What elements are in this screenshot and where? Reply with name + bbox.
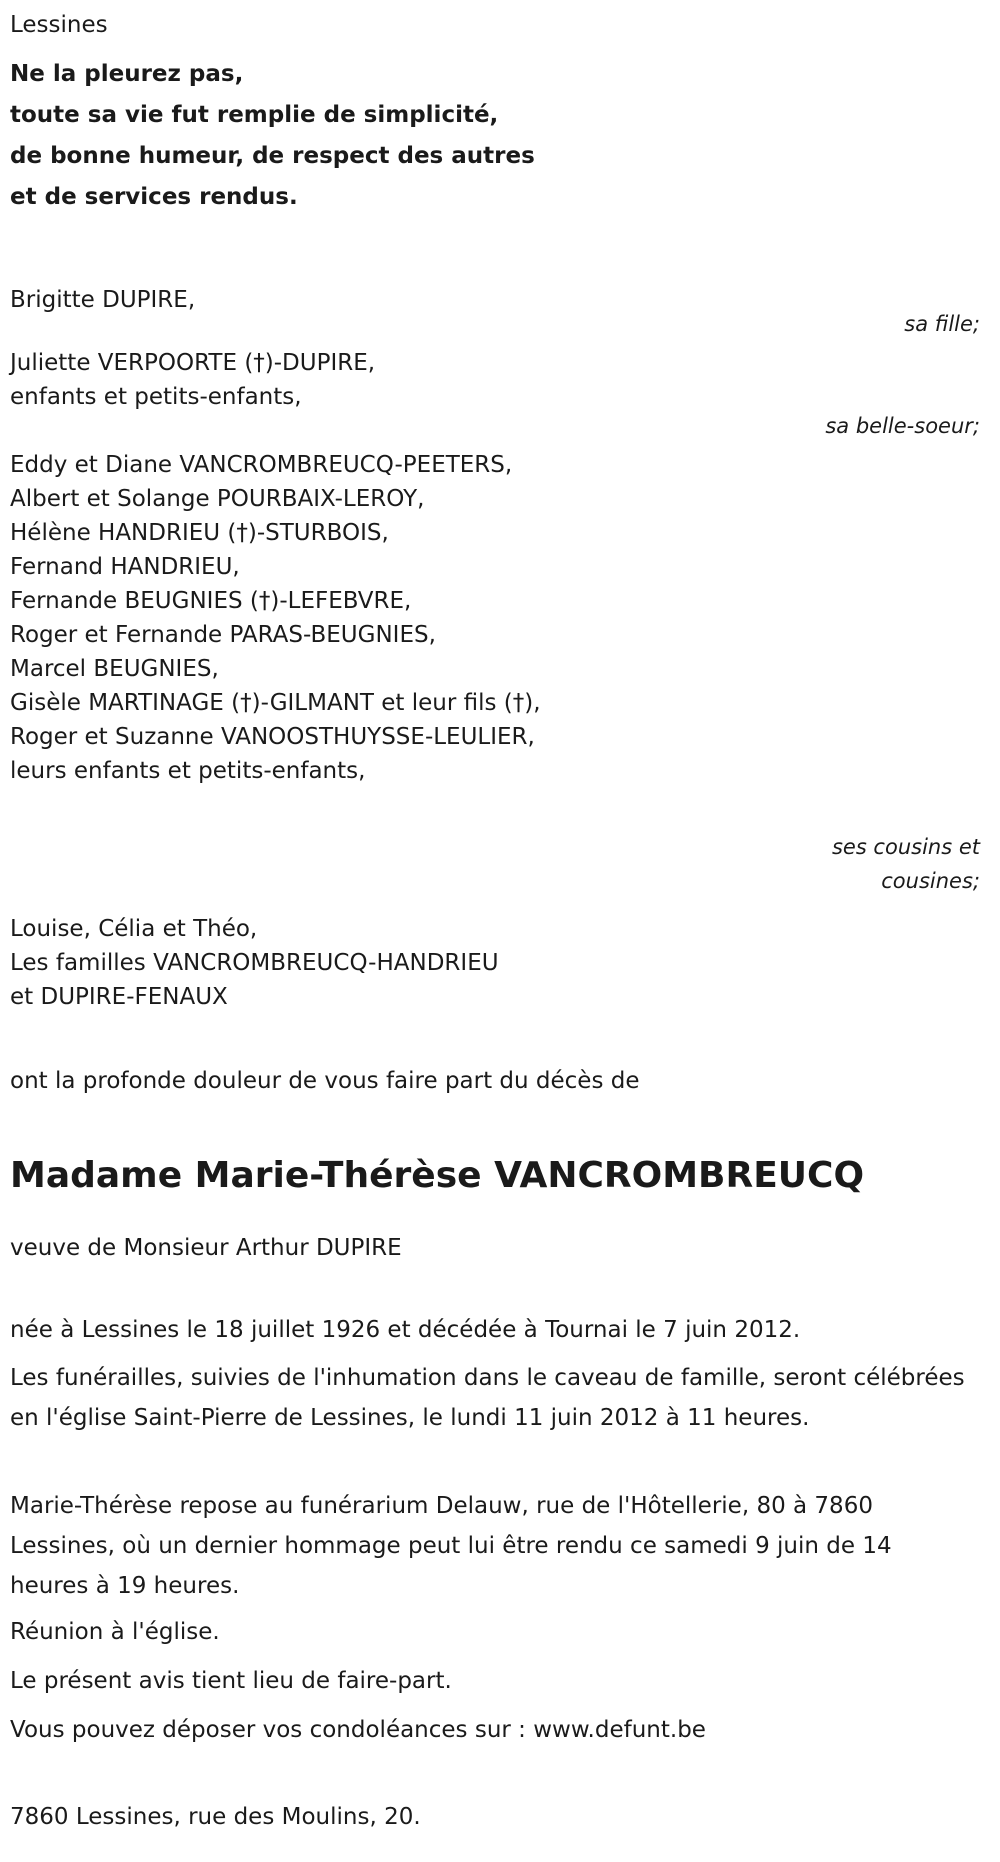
family-name-line: Fernand HANDRIEU, xyxy=(10,554,240,580)
relation-label xyxy=(832,830,980,898)
deceased-name: Madame Marie-Thérèse VANCROMBREUCQ xyxy=(10,1155,865,1196)
family-name-line: Roger et Fernande PARAS-BEUGNIES, xyxy=(10,622,436,648)
family-name-line: Marcel BEUGNIES, xyxy=(10,656,219,682)
details-paragraph: Réunion à l'église. xyxy=(10,1619,220,1645)
family-name-line: leurs enfants et petits-enfants, xyxy=(10,758,366,784)
family-group xyxy=(10,283,970,317)
details-paragraph: Le présent avis tient lieu de faire-part. xyxy=(10,1668,452,1694)
family-name-line: Gisèle MARTINAGE (†)-GILMANT et leur fils (†), xyxy=(10,690,541,716)
family-group xyxy=(10,912,970,1014)
family-group xyxy=(10,448,970,788)
family-name-line: et DUPIRE-FENAUX xyxy=(10,984,228,1010)
condolences-text: Vous pouvez déposer vos condoléances sur : www.defunt.be xyxy=(10,1717,706,1743)
family-name-line: Eddy et Diane VANCROMBREUCQ-PEETERS, xyxy=(10,452,513,478)
poem-line: et de services rendus. xyxy=(10,184,298,210)
widow-of-text: veuve de Monsieur Arthur DUPIRE xyxy=(10,1235,402,1261)
poem-line: de bonne humeur, de respect des autres xyxy=(10,143,535,169)
relation-label xyxy=(904,307,980,341)
relation-label xyxy=(825,409,980,443)
location-heading: Lessines xyxy=(10,12,108,38)
family-name-line: Juliette VERPOORTE (†)-DUPIRE, xyxy=(10,350,376,376)
announcement-text: ont la profonde douleur de vous faire part du décès de xyxy=(10,1068,640,1094)
poem-line: Ne la pleurez pas, xyxy=(10,61,244,87)
family-name-line: Albert et Solange POURBAIX-LEROY, xyxy=(10,486,425,512)
family-name-line: Roger et Suzanne VANOOSTHUYSSE-LEULIER, xyxy=(10,724,535,750)
relation-line: ses cousins et xyxy=(831,835,980,859)
family-group xyxy=(10,346,970,414)
details-paragraph: Les funérailles, suivies de l'inhumation dans le caveau de famille, seront célébrées en l'église Saint-Pierre de Lessines, le lundi 11 juin 2012 à 11 heures. xyxy=(10,1365,965,1431)
family-name-line: enfants et petits-enfants, xyxy=(10,384,302,410)
family-name-line: Les familles VANCROMBREUCQ-HANDRIEU xyxy=(10,950,499,976)
family-name-line: Hélène HANDRIEU (†)-STURBOIS, xyxy=(10,520,389,546)
details-paragraph: Marie-Thérèse repose au funérarium Delauw, rue de l'Hôtellerie, 80 à 7860 Lessines, où un dernier hommage peut lui être rendu ce samedi 9 juin de 14 heures à 19 heures. xyxy=(10,1493,892,1599)
poem-line: toute sa vie fut remplie de simplicité, xyxy=(10,102,499,128)
relation-line: sa belle-soeur; xyxy=(825,414,980,438)
relation-line: cousines; xyxy=(881,869,980,893)
family-name-line: Fernande BEUGNIES (†)-LEFEBVRE, xyxy=(10,588,412,614)
family-name-line: Louise, Célia et Théo, xyxy=(10,916,258,942)
relation-line: sa fille; xyxy=(904,312,980,336)
family-name-line: Brigitte DUPIRE, xyxy=(10,287,196,313)
details-paragraph: née à Lessines le 18 juillet 1926 et décédée à Tournai le 7 juin 2012. xyxy=(10,1317,801,1343)
address-text: 7860 Lessines, rue des Moulins, 20. xyxy=(10,1804,421,1830)
